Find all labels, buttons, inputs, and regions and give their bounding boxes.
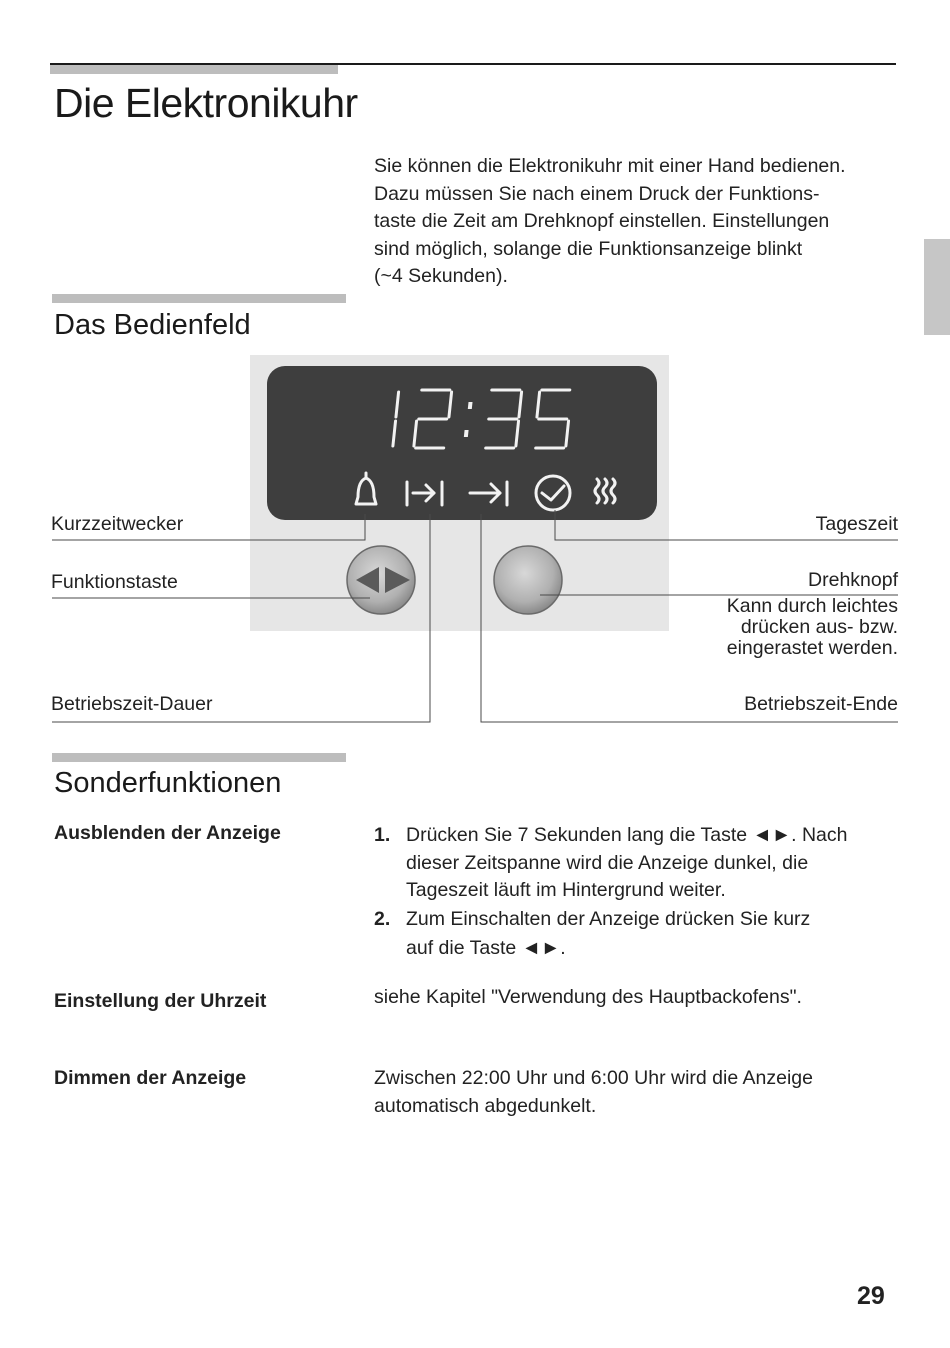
function-button-graphic xyxy=(347,546,415,614)
label-drehknopf: Drehknopf xyxy=(808,569,898,591)
intro-line: (~4 Sekunden). xyxy=(374,265,508,287)
section-rule-sonder xyxy=(52,753,346,762)
intro-line: Dazu müssen Sie nach einem Druck der Funktions- xyxy=(374,182,820,205)
item-label-dimmen: Dimmen der Anzeige xyxy=(54,1067,247,1089)
drehknopf-note-line: eingerastet werden. xyxy=(726,637,898,659)
item-text-uhrzeit: siehe Kapitel "Verwendung des Hauptbackofens". xyxy=(374,986,802,1008)
label-funktionstaste: Funktionstaste xyxy=(51,571,178,593)
step-2 xyxy=(374,905,914,963)
step-line: Tageszeit läuft im Hintergrund weiter. xyxy=(406,879,726,901)
intro-line: taste die Zeit am Drehknopf einstellen. Einstellungen xyxy=(374,210,830,232)
label-tageszeit: Tageszeit xyxy=(815,513,898,535)
drehknopf-note-line: Kann durch leichtes xyxy=(726,595,898,617)
item-text-dimmen xyxy=(374,1065,914,1120)
page-number: 29 xyxy=(857,1282,885,1310)
label-kurzzeitwecker: Kurzzeitwecker xyxy=(51,513,184,535)
drehknopf-note xyxy=(727,596,898,659)
step-line: Drücken Sie 7 Sekunden lang die Taste ◄►. Nach xyxy=(406,824,848,846)
label-betriebszeit-ende: Betriebszeit-Ende xyxy=(744,693,898,715)
item-label-ausblenden: Ausblenden der Anzeige xyxy=(54,822,281,844)
drehknopf-note-line: drücken aus- bzw. xyxy=(740,616,898,638)
step-line: Zum Einschalten der Anzeige drücken Sie kurz xyxy=(406,907,811,930)
step-number: 2. xyxy=(374,907,391,930)
step-line: auf die Taste ◄►. xyxy=(406,936,566,959)
item-label-uhrzeit: Einstellung der Uhrzeit xyxy=(54,990,267,1012)
steps-list xyxy=(374,822,914,963)
section-heading-bedienfeld: Das Bedienfeld xyxy=(54,309,251,341)
rotary-knob-graphic xyxy=(494,546,562,614)
intro-line: Sie können die Elektronikuhr mit einer Hand bedienen. xyxy=(374,155,846,177)
dimmen-line: Zwischen 22:00 Uhr und 6:00 Uhr wird die Anzeige xyxy=(374,1067,813,1089)
step-number: 1. xyxy=(374,824,391,846)
section-heading-sonder: Sonderfunktionen xyxy=(54,767,282,799)
intro-line: sind möglich, solange die Funktionsanzeige blinkt xyxy=(374,237,803,260)
step-1 xyxy=(374,822,914,905)
page-title: Die Elektronikuhr xyxy=(54,80,358,126)
step-line: dieser Zeitspanne wird die Anzeige dunkel, die xyxy=(406,851,809,874)
dimmen-line: automatisch abgedunkelt. xyxy=(374,1094,597,1117)
label-betriebszeit-dauer: Betriebszeit-Dauer xyxy=(51,693,213,715)
